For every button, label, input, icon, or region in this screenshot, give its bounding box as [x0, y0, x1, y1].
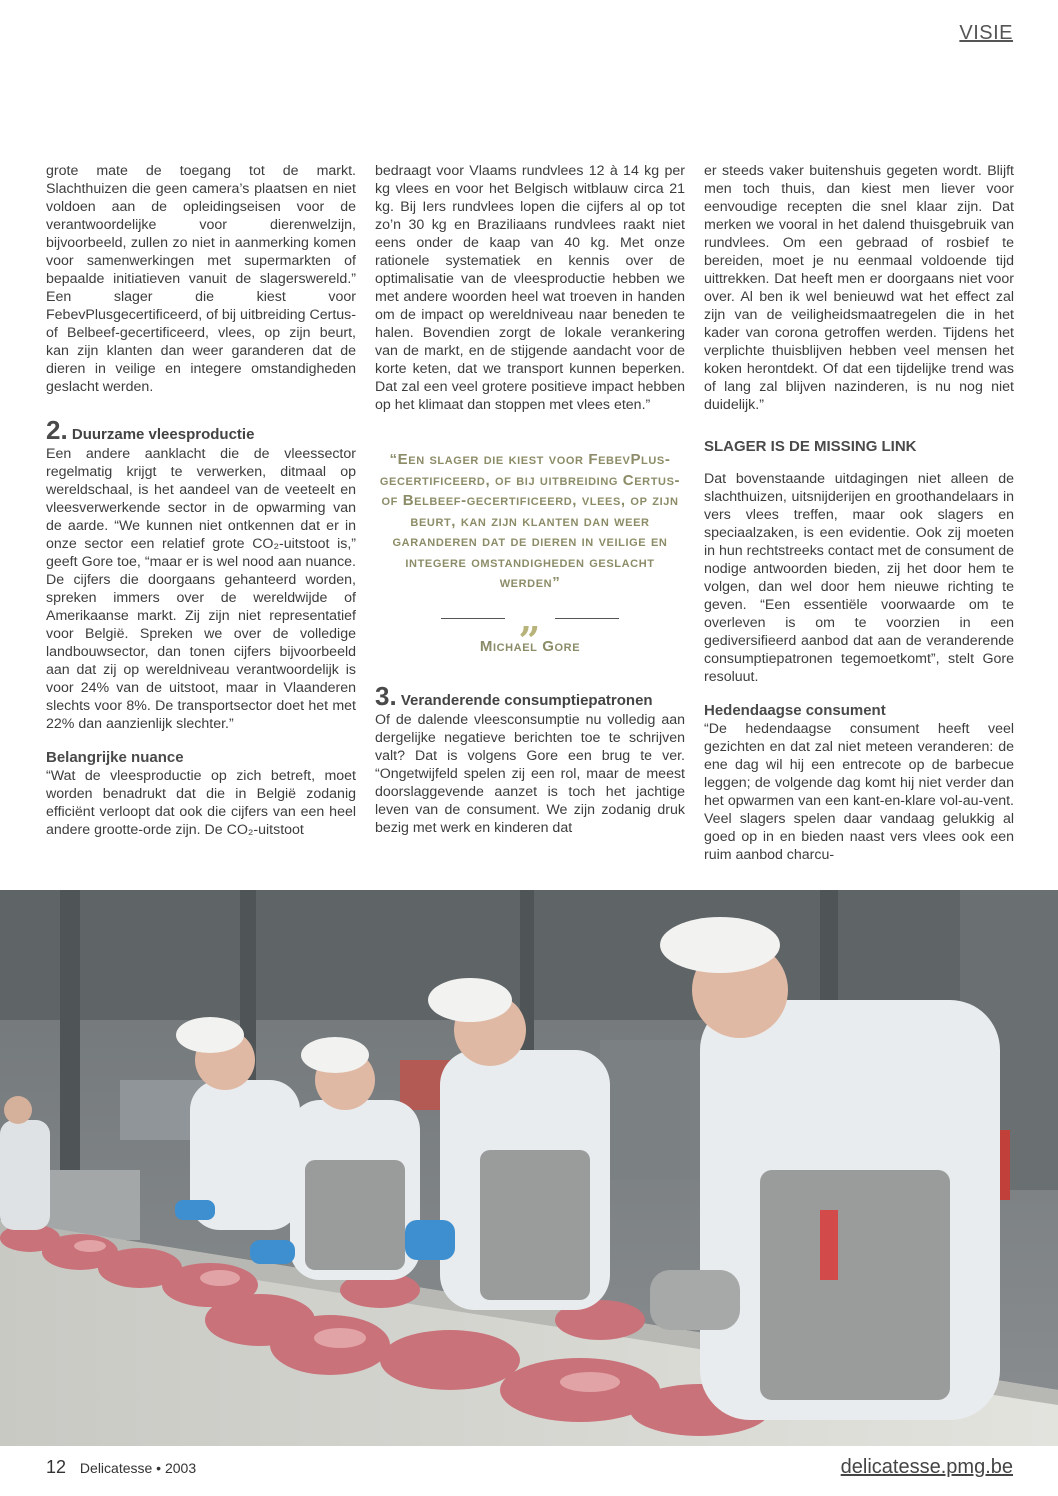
paragraph: er steeds vaker buitenshuis gegeten wordt. Blijft men toch thuis, dan kiest men liever voor eenvoudige recepten die snel klaar zijn. Dat merken we vooral in het dalend thuisgebruik van rundvlees. Om een gebraad of rosbief te bereiden, moet je nu eenmaal voldoende tijd uittrekken. Dat heeft men er doorgaans niet voor over. Al ben ik wel benieuwd wat het effect zal zijn van de veiligheidsmaatregelen die in het kader van corona getroffen werden. Tijdens het verplichte thuisblijven hebben veel mensen het koken herontdekt. Of dat een tijdelijke trend was of lang zal blijven nazinderen, is nu nog niet duidelijk.”: [704, 163, 1014, 413]
paragraph: Of de dalende vleesconsumptie nu volledig aan dergelijke negatieve berichten toe te schrijven valt? Dat is volgens Gore een brug te ver. “Ongetwijfeld spelen zij een rol, maar de meest doorslaggevende aanzet is toch het jachtige leven van de consument. We zijn zodanig druk bezig met werk en kinderen dat: [375, 711, 685, 836]
text-column-1: [46, 162, 356, 839]
paragraph: grote mate de toegang tot de markt. Slachthuizen die geen camera’s plaatsen en niet voldoen aan de opleidingseisen voor de verantwoordelijke voor dierenwelzijn, bijvoorbeeld, zullen zo niet in aanmerking komen voor samenwerkingen met supermarkten of bepaalde initiatieven vanuit de slagerswereld.” Een slager die kiest voor FebevPlusgecertificeerd, of bij uitbreiding Certus- of Belbeef-gecertificeerd, vlees, op zijn beurt, kan zijn klanten dan weer garanderen dat de dieren in veilige en integere omstandigheden geslacht werden.: [46, 163, 356, 395]
section-title: Duurzame vleesproductie: [71, 426, 255, 443]
paragraph: Een andere aanklacht die de vleessector regelmatig krijgt te verwerken, ditmaal op wereldschaal, is het aandeel van de veeteelt en vleesverwerkende sector in de opwarming van de aarde. “We kunnen niet ontkennen dat er in onze sector een relatief grote CO₂-uitstoot is,” geeft Gore toe, “maar er is wel nood aan nuance. De cijfers die doorgaans gehanteerd worden, spreken immers over de wereldwijde of Amerikaanse markt. Zij zijn niet representatief voor België. Spreken we over de volledige landbouwsector, dan tonen cijfers bijvoorbeeld aan dat zij op wereldniveau verantwoordelijk is voor 24% van de uitstoot, maar in Vlaanderen slechts voor 8%. De transportsector doet het met 22% dan aanzienlijk slechter.”: [46, 446, 356, 732]
footer-issue: [46, 1457, 196, 1478]
section-tag: VISIE: [959, 22, 1013, 44]
divider-line: [441, 618, 505, 619]
quote-mark-icon: „: [519, 595, 541, 641]
quote-author: Michael Gore: [479, 637, 581, 655]
text-column-3: [704, 162, 1014, 864]
section-heading-3: [375, 680, 685, 711]
section-title: Veranderende consumptiepatronen: [400, 691, 653, 709]
paragraph: Dat bovenstaande uitdagingen niet alleen de slachthuizen, uitsnijderijen en groothandelaars in vers vlees treffen, maar ook slagers en speciaalzaken, is een evidentie. Ook zij moeten in hun rechtstreeks contact met de consument de nodige antwoorden bieden, zij het door hem te volgen, dan wel door hem nieuwe richting te geven. “Een essentiële voorwaarde om te overleven is om te voorzien in een gediversifieerd aanbod dat aan de veranderende consumptiepatronen tegemoetkomt”, stelt Gore resoluut.: [704, 471, 1014, 685]
pull-quote: “Een slager die kiest voor FebevPlus-gecertificeerd, of bij uitbreiding Certus- of Belbeef-gecertificeerd, vlees, op zijn beurt, kan zijn klanten dan weer garanderen dat de dieren in veilige en integere omstandigheden geslacht werden”: [379, 451, 681, 591]
section-heading-2: [46, 415, 356, 445]
website-link[interactable]: delicatesse.pmg.be: [840, 1456, 1013, 1478]
subheading: Belangrijke nuance: [46, 749, 184, 766]
subheading: Hedendaagse consument: [704, 702, 886, 719]
paragraph: bedraagt voor Vlaams rundvlees 12 à 14 kg per kg vlees en voor het Belgisch witblauw circa 21 kg. Bij Iers rundvlees lopen die cijfers al op tot zo’n 30 kg en Braziliaans rundvlees raakt niet eens onder de kaap van 40 kg. Met onze rationele systematiek en kennis over de optimalisatie van de vleesproductie hebben we met andere woorden heel wat troeven in handen om de impact op wereldniveau naar beneden te halen. Bovendien zorgt de lokale verankering van de markt, en de stijgende aandacht voor de korte keten, dat we transport kunnen beperken. Dat zal een veel grotere positieve impact hebben op het klimaat dan stoppen met vlees eten.”: [375, 163, 685, 413]
section-number: 3.: [375, 680, 397, 711]
section-number: 2.: [46, 415, 68, 445]
paragraph: “Wat de vleesproductie op zich betreft, moet worden benadrukt dat die in België zodanig efficiënt verloopt dat ook die cijfers van een heel andere grootte-orde zijn. De CO₂-uitstoot: [46, 768, 356, 838]
caps-heading: SLAGER IS DE MISSING LINK: [704, 438, 917, 455]
quote-divider: [375, 595, 685, 641]
issue-label: Delicatesse • 2003: [79, 1460, 197, 1476]
text-column-2: [375, 162, 685, 837]
paragraph: “De hedendaagse consument heeft veel gezichten en dat zal niet meteen veranderen: de ene dag wil hij een entrecote op de barbecue leggen; de volgende dag komt hij niet verder dan het opwarmen van een kant-en-klare vol-au-vent. Veel slagers spelen daar vandaag gelukkig al goed op in en bieden naast vers vlees ook een ruim aanbod charcu-: [704, 721, 1014, 863]
butchers-photo: [0, 890, 1058, 1446]
divider-line: [555, 618, 619, 619]
page-number: 12: [46, 1457, 67, 1477]
